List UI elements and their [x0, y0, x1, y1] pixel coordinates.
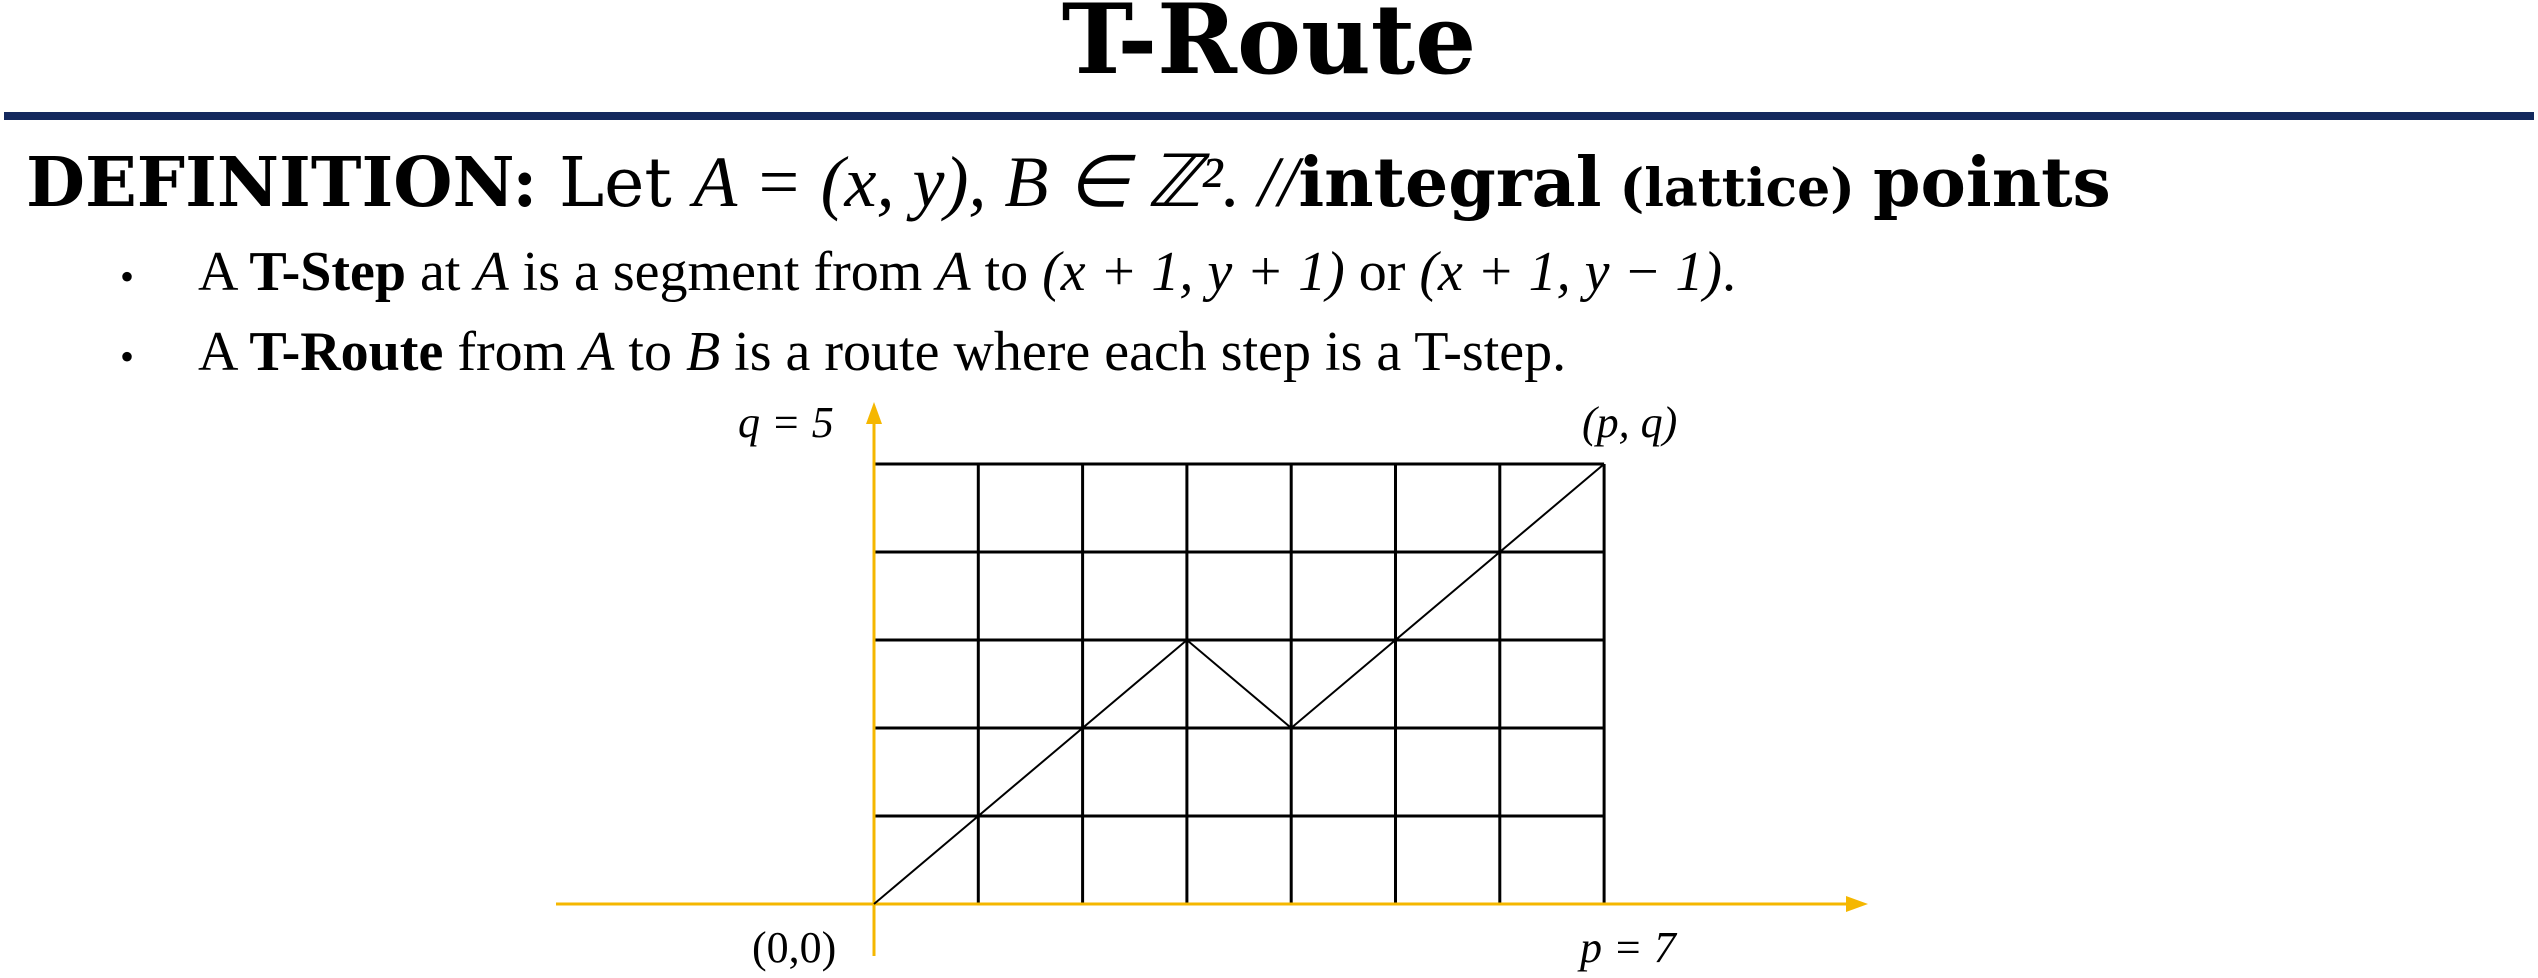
y-axis-arrowhead — [866, 402, 882, 424]
bullet-text: is a segment from — [508, 241, 937, 303]
definition-let: Let — [537, 144, 694, 223]
bullet-text: . — [1721, 241, 1736, 303]
definition-emphasis: integral — [1298, 143, 1602, 223]
bullet-marker: • — [120, 334, 135, 380]
page-title: T-Route — [1061, 0, 1477, 96]
t-route-path — [874, 464, 1604, 904]
label-origin: (0,0) — [752, 923, 837, 972]
label-pq: (p, q) — [1582, 398, 1678, 447]
label-q: q = 5 — [738, 398, 834, 447]
definition-math: A = (x, y), B ∈ ℤ². // — [693, 142, 1299, 222]
bullet-text: is a route where each step is a T-step. — [720, 321, 1567, 383]
bullet-text: A — [198, 321, 250, 383]
definition-emphasis-small: (lattice) — [1601, 158, 1873, 219]
math-var: A — [474, 241, 509, 303]
bullet-text: at — [406, 241, 475, 303]
bullet-text: A — [198, 241, 250, 303]
math-point: (x + 1, y + 1) — [1042, 241, 1345, 303]
math-var: A — [580, 321, 615, 383]
axes — [556, 402, 1868, 956]
math-var: A — [936, 241, 971, 303]
label-p: p = 7 — [1580, 923, 1676, 972]
bullet-text: to — [614, 321, 686, 383]
term-t-route: T-Route — [249, 321, 444, 383]
bullet-marker: • — [120, 254, 135, 300]
x-axis-arrowhead — [1846, 896, 1868, 912]
term-t-step: T-Step — [249, 241, 407, 303]
definition-label: DEFINITION: — [26, 143, 538, 223]
bullet-text: from — [443, 321, 581, 383]
bullet-text: or — [1344, 241, 1420, 303]
bullet-text: to — [970, 241, 1043, 303]
math-point: (x + 1, y − 1) — [1419, 241, 1722, 303]
definition-emphasis-end: points — [1872, 143, 2111, 223]
math-var: B — [685, 321, 721, 383]
